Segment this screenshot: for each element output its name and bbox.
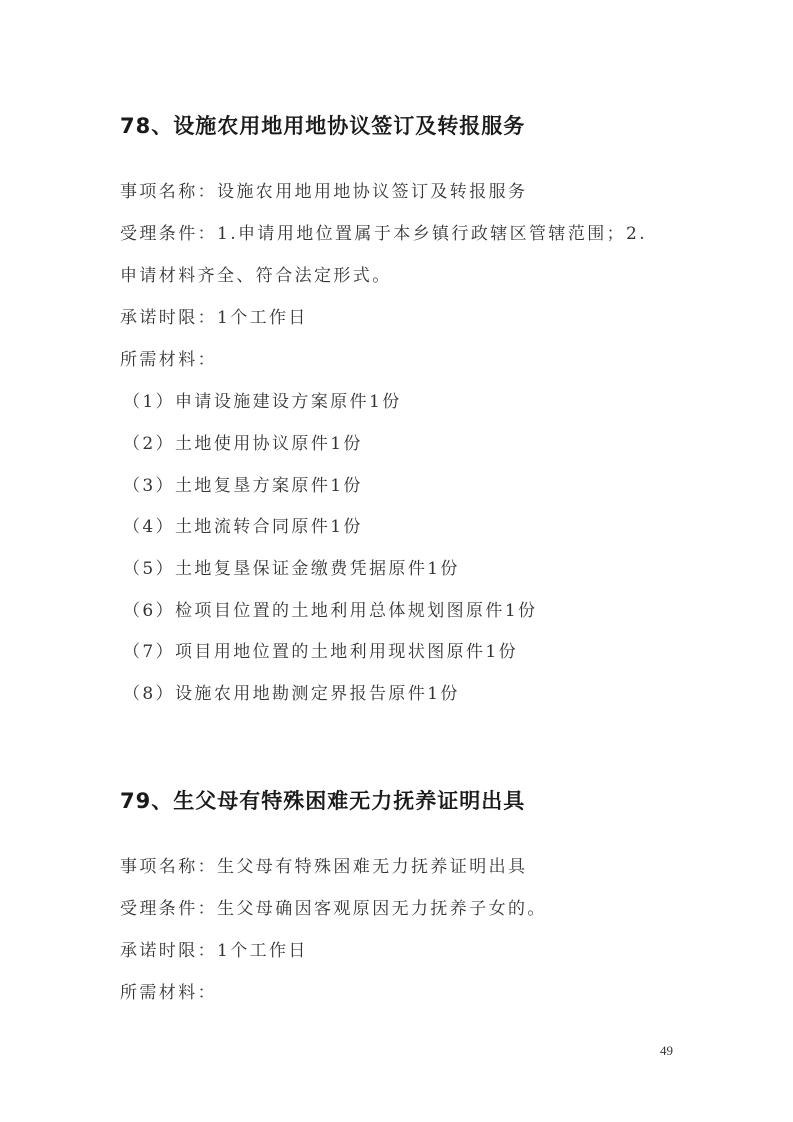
- section-79-conditions: 受理条件：生父母确因客观原因无力抚养子女的。: [120, 899, 547, 919]
- section-79-item-name: 事项名称：生父母有特殊困难无力抚养证明出具: [120, 857, 528, 877]
- section-78-material-6: （6）检项目位置的土地利用总体规划图原件1份: [123, 601, 538, 621]
- section-78-material-1: （1）申请设施建设方案原件1份: [123, 392, 402, 412]
- section-79-materials-label: 所需材料：: [120, 983, 217, 1003]
- page-number: 49: [660, 1043, 673, 1058]
- section-78-material-2: （2）土地使用协议原件1份: [123, 434, 363, 454]
- section-78-material-3: （3）土地复垦方案原件1份: [123, 476, 363, 496]
- section-79-heading: 79、生父母有特殊困难无力抚养证明出具: [120, 789, 526, 813]
- section-78-material-7: （7）项目用地位置的土地利用现状图原件1份: [123, 642, 519, 662]
- section-78-time-limit: 承诺时限：1个工作日: [120, 308, 308, 328]
- section-78-material-5: （5）土地复垦保证金缴费凭据原件1份: [123, 559, 460, 579]
- section-78-material-8: （8）设施农用地勘测定界报告原件1份: [123, 684, 460, 704]
- section-78-conditions-line2: 申请材料齐全、符合法定形式。: [120, 266, 392, 286]
- section-78-material-4: （4）土地流转合同原件1份: [123, 517, 363, 537]
- section-78-item-name: 事项名称：设施农用地用地协议签订及转报服务: [120, 182, 528, 202]
- section-79-time-limit: 承诺时限：1个工作日: [120, 941, 308, 961]
- section-78-materials-label: 所需材料：: [120, 350, 217, 370]
- section-78-conditions-line1: 受理条件：1.申请用地位置属于本乡镇行政辖区管辖范围；2.: [120, 224, 648, 244]
- section-78-heading: 78、设施农用地用地协议签订及转报服务: [120, 114, 526, 138]
